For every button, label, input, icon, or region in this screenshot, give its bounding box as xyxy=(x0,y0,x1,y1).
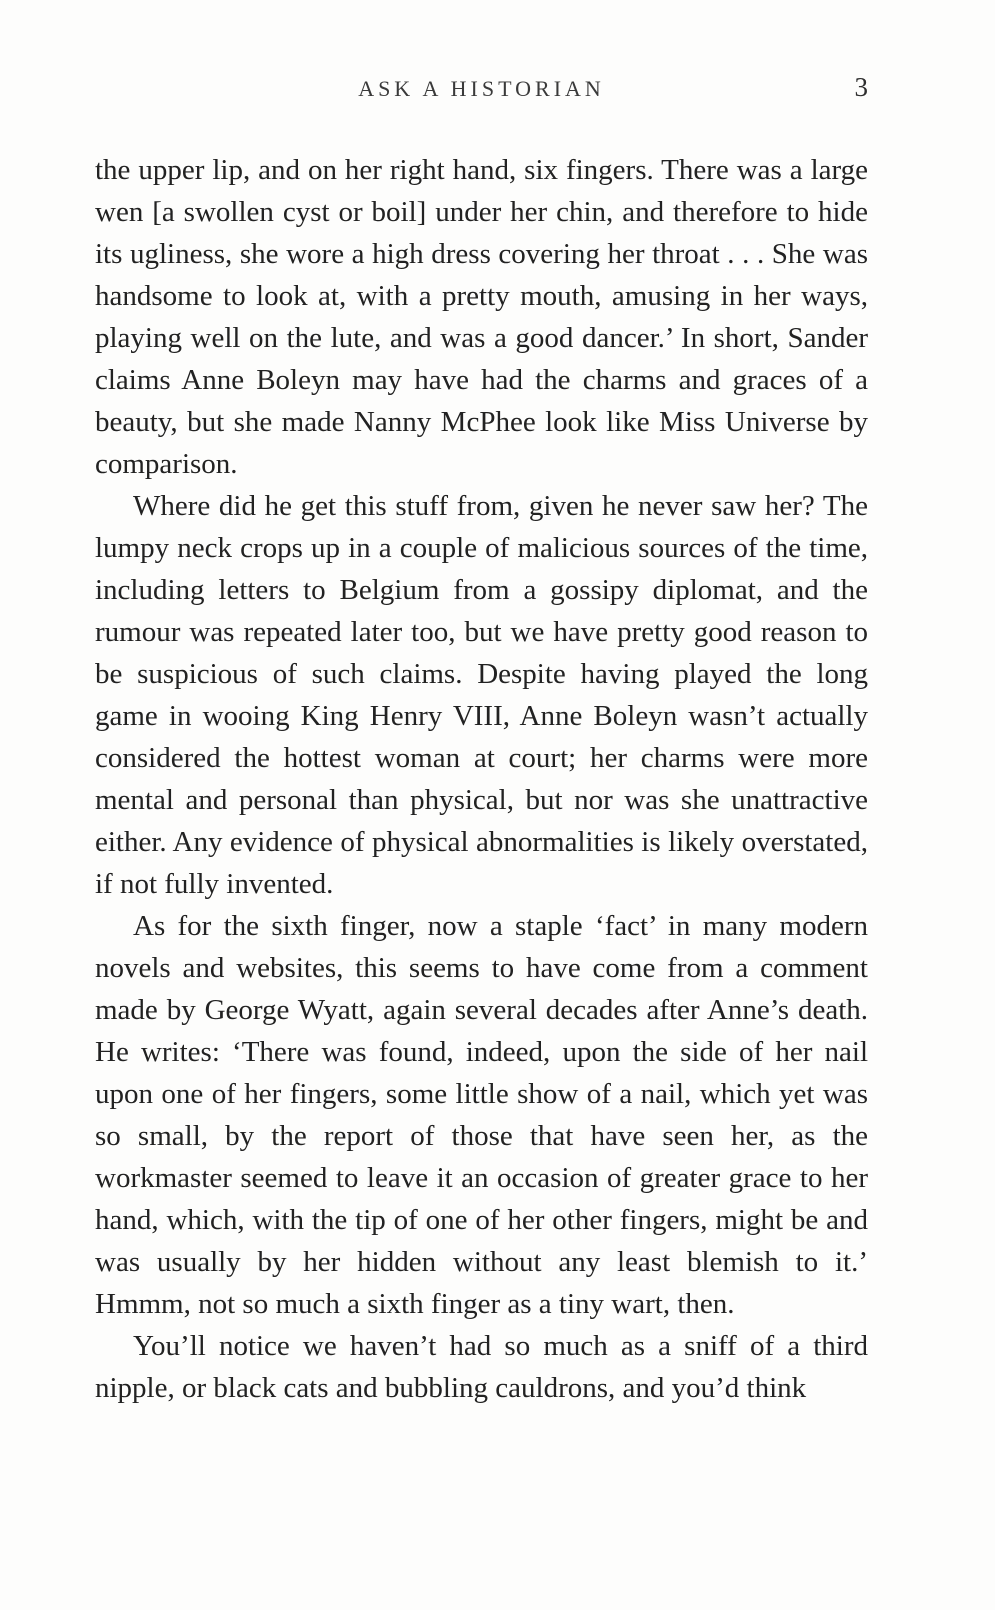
running-header xyxy=(95,72,868,103)
running-header-title: ASK A HISTORIAN xyxy=(358,76,605,101)
body-text xyxy=(95,149,868,1409)
paragraph: the upper lip, and on her right hand, six fingers. There was a large wen [a swollen cyst or boil] under her chin, and therefore to hide its ugliness, she wore a high dress covering her throat . . . She was handsome to look at, with a pretty mouth, amusing in her ways, playing well on the lute, and was a good dancer.’ In short, Sander claims Anne Boleyn may have had the charms and graces of a beauty, but she made Nanny McPhee look like Miss Universe by comparison. xyxy=(95,154,868,480)
paragraph: As for the sixth finger, now a staple ‘fact’ in many modern novels and websites, this seems to have come from a comment made by George Wyatt, again several decades after Anne’s death. He writes: ‘There was found, indeed, upon the side of her nail upon one of her fingers, some little show of a nail, which yet was so small, by the report of those that have seen her, as the workmaster seemed to leave it an occasion of greater grace to her hand, which, with the tip of one of her other fingers, might be and was usually by her hidden without any least blemish to it.’ Hmmm, not so much a sixth finger as a tiny wart, then. xyxy=(95,910,868,1320)
page-number: 3 xyxy=(854,72,868,102)
paragraph: You’ll notice we haven’t had so much as a sniff of a third nipple, or black cats and bubbling cauldrons, and you’d think xyxy=(95,1330,868,1404)
paragraph: Where did he get this stuff from, given he never saw her? The lumpy neck crops up in a couple of malicious sources of the time, including letters to Belgium from a gossipy diplomat, and the rumour was repeated later too, but we have pretty good reason to be suspicious of such claims. Despite having played the long game in wooing King Henry VIII, Anne Boleyn wasn’t actually considered the hottest woman at court; her charms were more mental and personal than physical, but nor was she unattractive either. Any evidence of physical abnormalities is likely overstated, if not fully invented. xyxy=(95,490,868,900)
